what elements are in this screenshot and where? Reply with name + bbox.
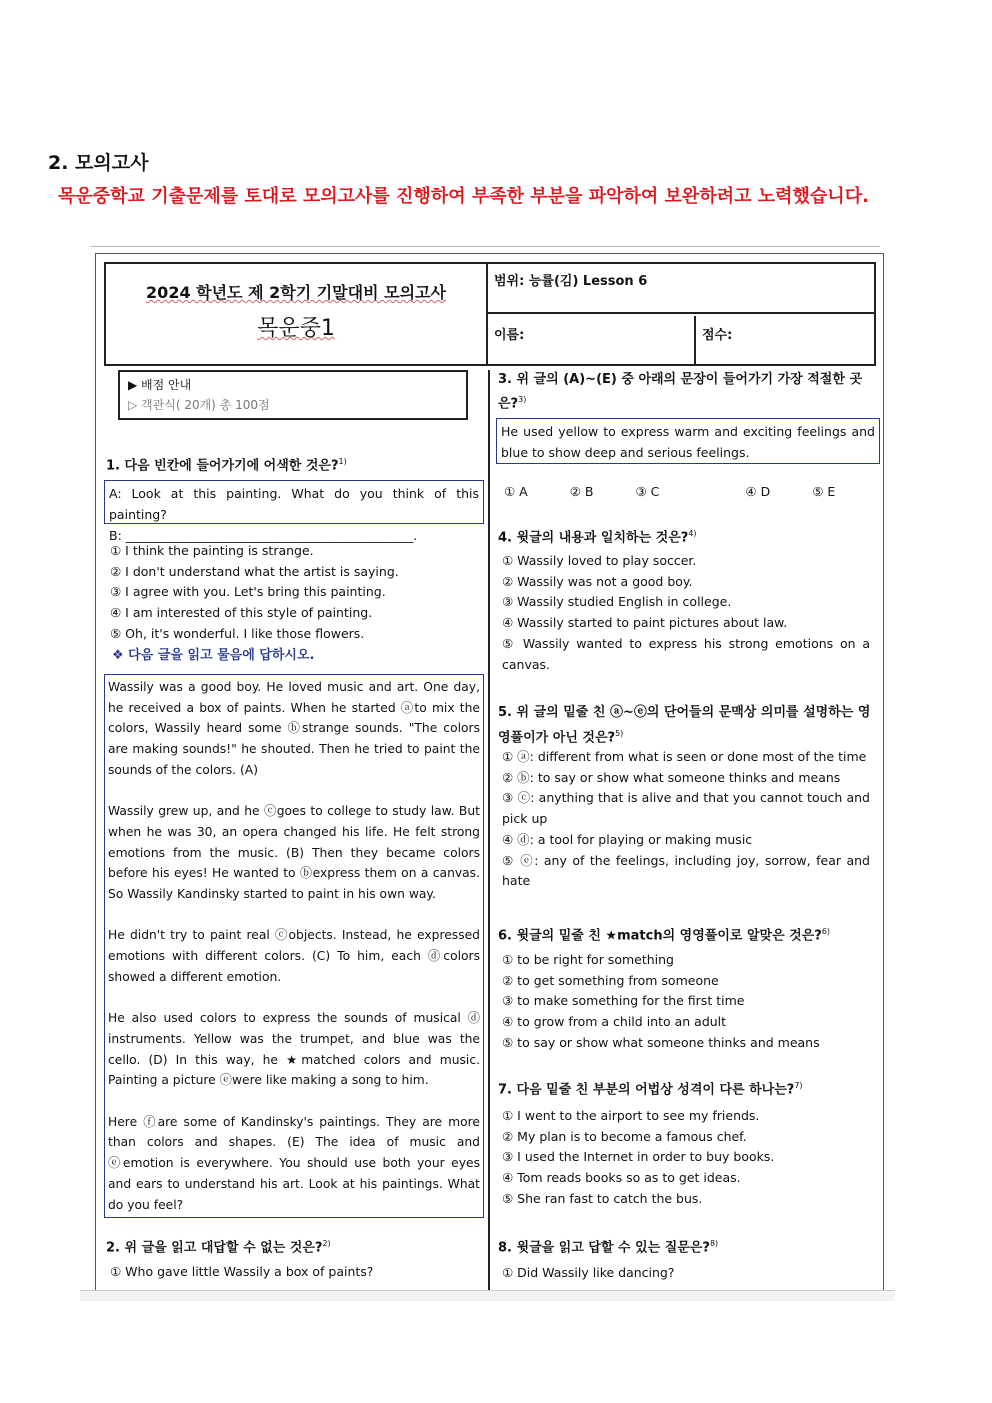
q2-option[interactable]: ① Who gave little Wassily a box of paints? [110, 1264, 374, 1279]
q5-title: 5. 위 글의 밑줄 친 ⓐ~ⓔ의 단어들의 문맥상 의미를 설명하는 영영풀이가 아닌 것은?$^{5)}$ [498, 705, 871, 746]
q7-title: 7. 다음 밑줄 친 부분의 어법상 성격이 다른 하나는?$^{7)}$ [498, 1081, 803, 1098]
q4-title: 4. 윗글의 내용과 일치하는 것은?$^{4)}$ [498, 529, 697, 546]
passage-paragraph: Wassily grew up, and he ⓒgoes to college to study law. But when he was 30, an opera changed his life. He felt strong emotions from the music. (B) Then they became colors before his eyes! He wanted to ⓑexpress them on a canvas. So Wassily Kandinsky started to paint in his own way. [108, 804, 480, 902]
q5-option[interactable]: ② ⓑ: to say or show what someone thinks and means [502, 769, 841, 785]
reading-passage [104, 674, 484, 1218]
q3-option[interactable]: ① A [504, 484, 528, 499]
passage-paragraph: Here ⓕare some of Kandinsky's paintings. They are more than colors and shapes. (E) The idea of music and ⓔemotion is everywhere. You should use both your eyes and ears to understand his art. Look at his paintings. What do you feel? [108, 1114, 480, 1212]
q1-option[interactable]: ④ I am interested of this style of painting. [110, 605, 373, 621]
frame-top-rule [90, 246, 880, 247]
q1-dialog-b: B: ______________________________________________. [109, 528, 418, 543]
score-info-line2: ▷ 객관식( 20개) 총 100점 [128, 398, 270, 412]
q3-sentence-box: He used yellow to express warm and exciting feelings and blue to show deep and serious feelings. [496, 418, 880, 464]
school-name: 목운중1 [257, 316, 335, 341]
q1-option[interactable]: ③ I agree with you. Let's bring this painting. [110, 584, 386, 600]
q1-option[interactable]: ② I don't understand what the artist is saying. [110, 563, 399, 579]
q3-options [504, 482, 835, 503]
q6-option[interactable]: ⑤ to say or show what someone thinks and means [502, 1034, 820, 1050]
section-heading: 2. 모의고사 [48, 152, 149, 174]
q7-option[interactable]: ⑤ She ran fast to catch the bus. [502, 1190, 703, 1206]
q3-option[interactable]: ④ D [745, 484, 771, 499]
q1-options [110, 541, 399, 645]
q7-options [502, 1106, 774, 1210]
q1-option[interactable]: ⑤ Oh, it's wonderful. I like those flowers. [110, 625, 365, 641]
q3-option[interactable]: ⑤ E [812, 484, 836, 499]
exam-title: 2024 학년도 제 2학기 기말대비 모의고사 [146, 283, 446, 302]
q1-dialog-a: A: Look at this painting. What do you think of this painting? [109, 486, 479, 522]
q8-title: 8. 윗글을 읽고 답할 수 있는 질문은?$^{8)}$ [498, 1239, 719, 1256]
q1-title: 1. 다음 빈칸에 들어가기에 어색한 것은?$^{1)}$ [106, 457, 347, 474]
q8-option[interactable]: ① Did Wassily like dancing? [502, 1265, 675, 1280]
q6-option[interactable]: ③ to make something for the first time [502, 993, 745, 1009]
column-divider [488, 370, 490, 1299]
passage-paragraph: He also used colors to express the sounds of musical ⓓ instruments. Yellow was the trumpet, and blue was the cello. (D) In this way, he ★matched colors and music. Painting a picture ⓔwere like making a song to him. [108, 1011, 480, 1088]
q7-option[interactable]: ① I went to the airport to see my friends. [502, 1108, 760, 1123]
q6-option[interactable]: ④ to grow from a child into an adult [502, 1014, 727, 1030]
q6-title: 6. 윗글의 밑줄 친 ★match의 영영풀이로 알맞은 것은?$^{6)}$ [498, 927, 831, 944]
q5-option[interactable]: ⑤ ⓔ: any of the feelings, including joy, sorrow, fear and hate [502, 852, 870, 889]
q7-option[interactable]: ④ Tom reads books so as to get ideas. [502, 1170, 741, 1186]
q5-option[interactable]: ③ ⓒ: anything that is alive and that you cannot touch and pick up [502, 790, 870, 827]
q6-options [502, 950, 820, 1054]
passage-paragraph: He didn't try to paint real ⓒobjects. Instead, he expressed emotions with different colors. (C) To him, each ⓓcolors showed a different emotion. [108, 928, 480, 984]
exam-sheet [95, 253, 884, 1299]
q4-option[interactable]: ④ Wassily started to paint pictures about law. [502, 615, 788, 631]
reading-directive: ❖ 다음 글을 읽고 물음에 답하시오. [112, 648, 315, 663]
q2-options [110, 1262, 373, 1283]
q7-option[interactable]: ② My plan is to become a famous chef. [502, 1128, 747, 1144]
q5-option[interactable]: ① ⓐ: different from what is seen or done most of the time [502, 749, 867, 764]
q1-option[interactable]: ① I think the painting is strange. [110, 543, 314, 558]
score-cell: 점수: [702, 328, 733, 343]
name-cell: 이름: [488, 316, 696, 364]
q5-option[interactable]: ④ ⓓ: a tool for playing or making music [502, 831, 753, 847]
q8-options [502, 1263, 675, 1284]
passage-paragraph: Wassily was a good boy. He loved music and art. One day, he received a box of paints. When he started ⓐto mix the colors, Wassily heard some ⓑstrange sounds. "The colors are making sounds!" he shouted. Then he tried to paint the sounds of the colors. (A) [108, 680, 480, 777]
score-info-line1: ▶ 배점 안내 [128, 378, 192, 392]
q5-options [502, 747, 870, 892]
left-column [104, 370, 484, 1299]
header-title-cell [106, 264, 488, 364]
frame-bottom-edge [80, 1290, 895, 1301]
q4-option[interactable]: ② Wassily was not a good boy. [502, 573, 693, 589]
q2-title: 2. 위 글을 읽고 대답할 수 없는 것은?$^{2)}$ [106, 1239, 331, 1256]
q3-option[interactable]: ② B [569, 484, 594, 499]
q4-option[interactable]: ⑤ Wassily wanted to express his strong emotions on a canvas. [502, 635, 870, 672]
q7-option[interactable]: ③ I used the Internet in order to buy books. [502, 1149, 775, 1165]
q1-dialog-box [104, 480, 484, 543]
q4-option[interactable]: ① Wassily loved to play soccer. [502, 553, 697, 568]
q3-option[interactable]: ③ C [635, 484, 660, 499]
range-cell: 범위: 능률(김) Lesson 6 [488, 264, 874, 314]
q3-title: 3. 위 글의 (A)~(E) 중 아래의 문장이 들어가기 가장 적절한 곳은?$^{3)}$ [498, 372, 863, 412]
section-note: 목운중학교 기출문제를 토대로 모의고사를 진행하여 부족한 부분을 파악하여 보완하려고 노력했습니다. [58, 186, 869, 207]
q4-option[interactable]: ③ Wassily studied English in college. [502, 594, 732, 610]
exam-header [104, 262, 876, 366]
score-info-box [118, 370, 468, 420]
q6-option[interactable]: ① to be right for something [502, 952, 674, 967]
q4-options [502, 551, 870, 675]
q6-option[interactable]: ② to get something from someone [502, 972, 719, 988]
right-column [496, 370, 874, 1299]
